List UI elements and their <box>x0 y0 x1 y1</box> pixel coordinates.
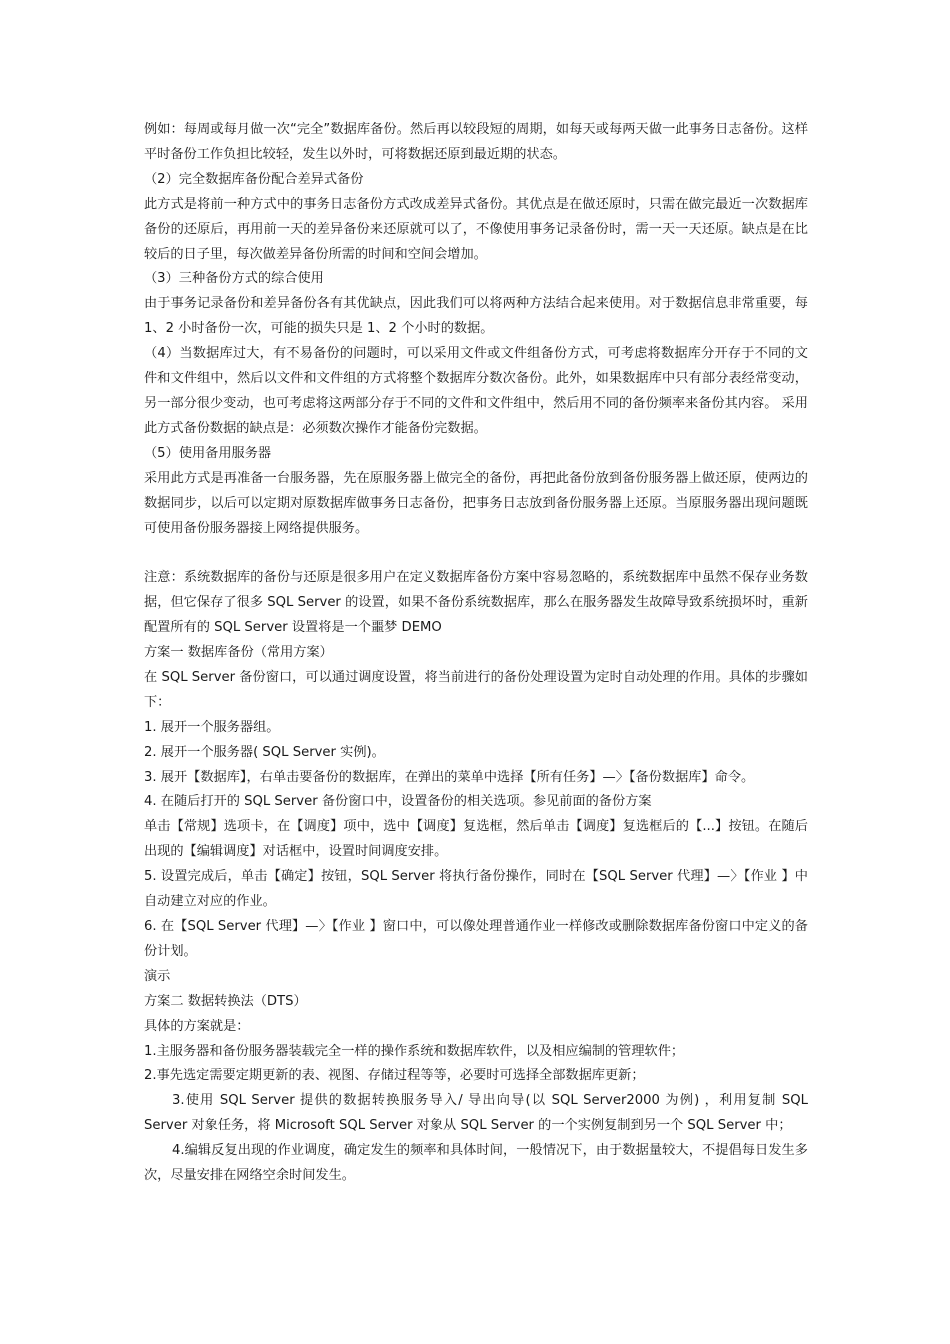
paragraph-intro-example: 例如：每周或每月做一次“完全”数据库备份。然后再以较段短的周期，如每天或每两天做一此事务日志备份。这样平时备份工作负担比较轻，发生以外时，可将数据还原到最近期的状态。 <box>144 122 808 162</box>
paragraph-plan-two-intro: 具体的方案就是： <box>144 1018 250 1034</box>
step-6: 6. 在【SQL Server 代理】—〉【作业 】窗口中，可以像处理普通作业一样修改或删除数据库备份窗口中定义的备份计划。 <box>144 918 808 959</box>
step-2: 2. 展开一个服务器( SQL Server 实例)。 <box>144 744 385 760</box>
paragraph-schedule-settings: 单击【常规】选项卡，在【调度】项中，选中【调度】复选框，然后单击【调度】复选框后的【...】按钮。在随后出现的【编辑调度】对话框中，设置时间调度安排。 <box>144 819 808 860</box>
plan-two-item-2: 2.事先选定需要定期更新的表、视图、存储过程等等，必要时可选择全部数据库更新； <box>144 1068 645 1084</box>
heading-standby-server: （5）使用备用服务器 <box>144 445 272 461</box>
heading-plan-two: 方案二 数据转换法（DTS） <box>144 993 307 1009</box>
heading-plan-one: 方案一 数据库备份（常用方案） <box>144 645 333 661</box>
plan-two-item-1: 1.主服务器和备份服务器装载完全一样的操作系统和数据库软件，以及相应编制的管理软件； <box>144 1043 685 1059</box>
paragraph-combined-backup: 由于事务记录备份和差异备份各有其优缺点，因此我们可以将两种方法结合起来使用。对于数据信息非常重要，每 1、2 小时备份一次，可能的损失只是 1、2 个小时的数据。 <box>144 296 808 337</box>
plan-two-item-4: 4.编辑反复出现的作业调度，确定发生的频率和具体时间，一般情况下，由于数据量较大，不提倡每日发生多次，尽量安排在网络空余时间发生。 <box>144 1143 808 1184</box>
step-1: 1. 展开一个服务器组。 <box>144 719 280 735</box>
paragraph-plan-one-intro: 在 SQL Server 备份窗口，可以通过调度设置，将当前进行的备份处理设置为定时自动处理的作用。具体的步骤如下： <box>144 669 808 710</box>
paragraph-note-system-db: 注意：系统数据库的备份与还原是很多用户在定义数据库备份方案中容易忽略的，系统数据库中虽然不保存业务数据，但它保存了很多 SQL Server 的设置，如果不备份系统数据库，那么在服务器发生故障导致系统损坏时，重新配置所有的 SQL Server 设置将是一个噩梦 DEMO <box>144 570 808 636</box>
step-3: 3. 展开【数据库】，右单击要备份的数据库，在弹出的菜单中选择【所有任务】—〉【备份数据库】命令。 <box>144 769 755 785</box>
blank-line <box>144 541 808 566</box>
document-body <box>144 118 808 1189</box>
paragraph-file-group-backup: （4）当数据库过大，有不易备份的问题时，可以采用文件或文件组备份方式，可考虑将数据库分开存于不同的文件和文件组中，然后以文件和文件组的方式将整个数据库分数次备份。此外，如果数据库中只有部分表经常变动，另一部分很少变动，也可考虑将这两部分存于不同的文件和文件组中，然后用不同的备份频率来备份其内容。 采用此方式备份数据的缺点是：必须数次操作才能备份完数据。 <box>144 346 808 436</box>
step-5: 5. 设置完成后，单击【确定】按钮，SQL Server 将执行备份操作，同时在【SQL Server 代理】—〉【作业 】中自动建立对应的作业。 <box>144 869 808 910</box>
paragraph-demo: 演示 <box>144 968 171 984</box>
heading-combined-backup: （3）三种备份方式的综合使用 <box>144 271 324 287</box>
paragraph-diff-backup: 此方式是将前一种方式中的事务日志备份方式改成差异式备份。其优点是在做还原时，只需在做完最近一次数据库备份的还原后，再用前一天的差异备份来还原就可以了，不像使用事务记录备份时，需一天一天还原。缺点是在比较后的日子里，每次做差异备份所需的时间和空间会增加。 <box>144 196 808 262</box>
heading-full-diff-backup: （2）完全数据库备份配合差异式备份 <box>144 171 364 187</box>
plan-two-item-3: 3.使用 SQL Server 提供的数据转换服务导入/ 导出向导(以 SQL Server2000 为例) ，利用复制 SQL Server 对象任务，将 Microsoft SQL Server 对象从 SQL Server 的一个实例复制到另一个 SQL Server 中； <box>144 1093 808 1134</box>
step-4: 4. 在随后打开的 SQL Server 备份窗口中，设置备份的相关选项。参见前面的备份方案 <box>144 794 652 810</box>
paragraph-standby-server: 采用此方式是再准备一台服务器，先在原服务器上做完全的备份，再把此备份放到备份服务器上做还原，使两边的数据同步，以后可以定期对原数据库做事务日志备份，把事务日志放到备份服务器上还原。当原服务器出现问题既可使用备份服务器接上网络提供服务。 <box>144 470 808 536</box>
